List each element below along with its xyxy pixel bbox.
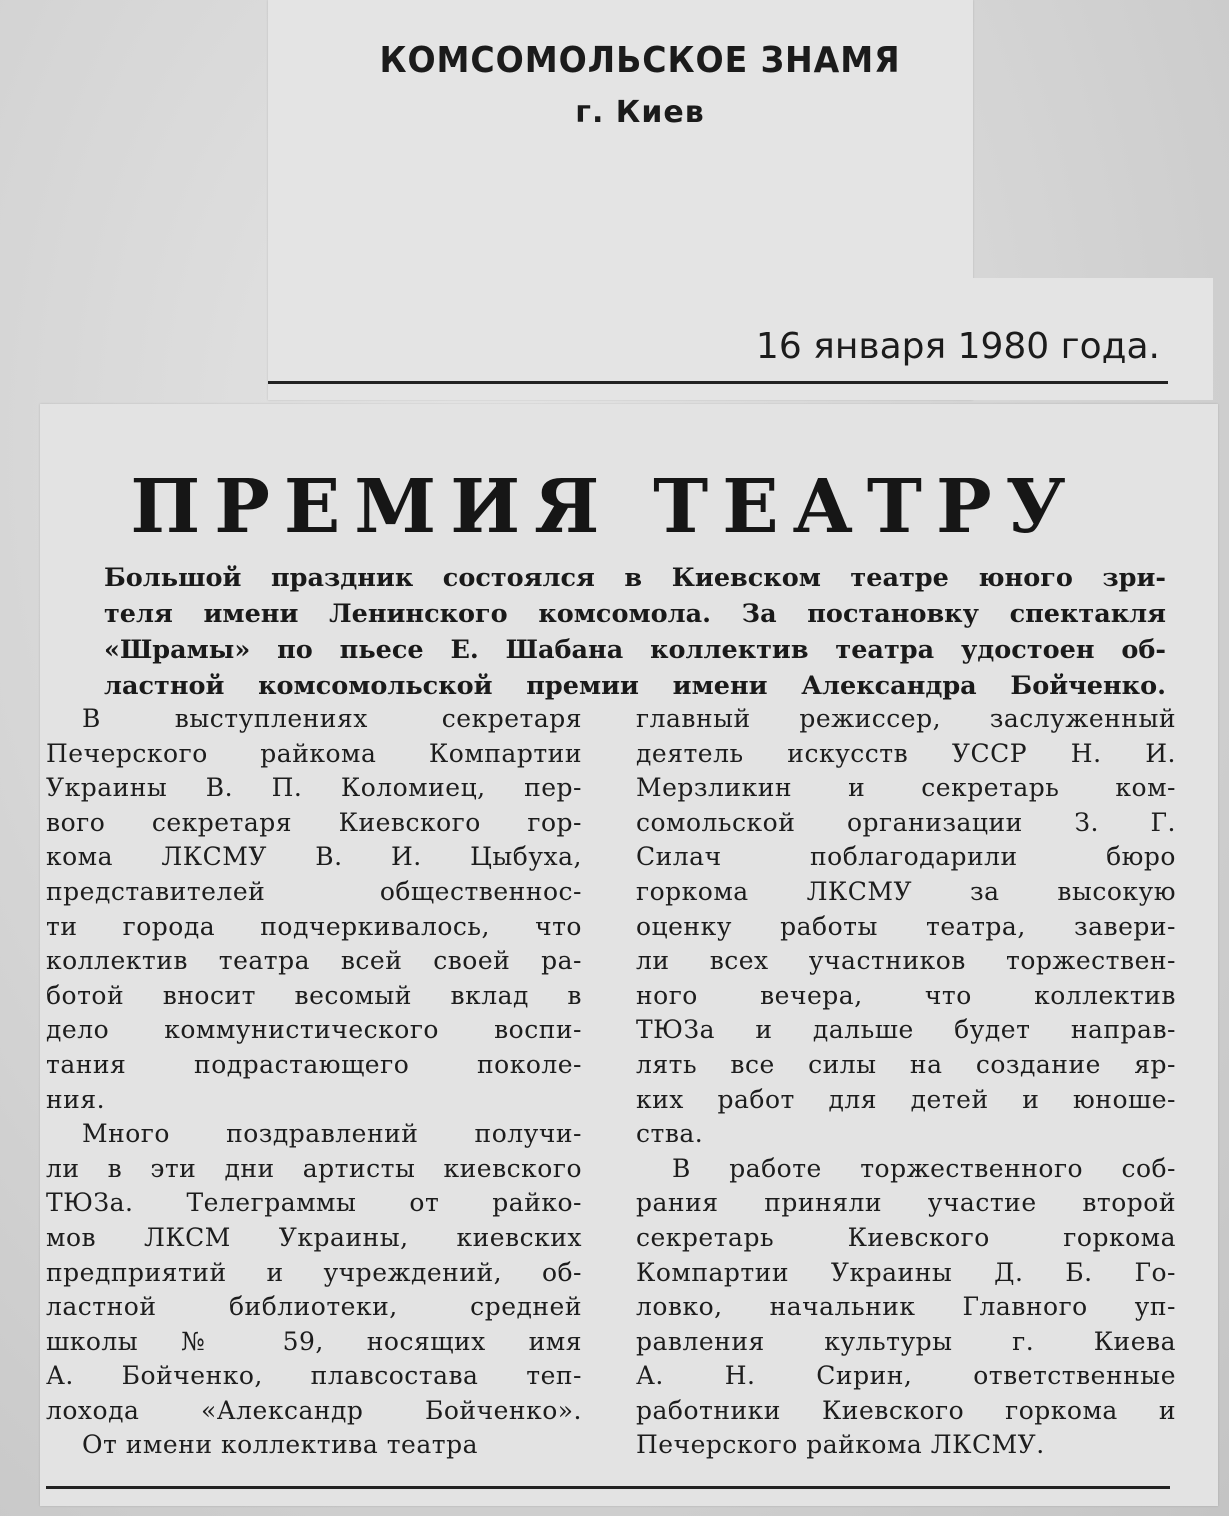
text-line: сомольской организации З. Г.: [636, 807, 1176, 837]
text-line: кома ЛКСМУ В. И. Цыбуха,: [46, 842, 582, 872]
text-line: теля имени Ленинского комсомола. За постановку спектакля: [104, 599, 1166, 629]
publication-date: 16 января 1980 года.: [755, 326, 1160, 367]
text-line: вого секретаря Киевского гор-: [46, 807, 582, 837]
text-line: ких работ для детей и юноше-: [636, 1084, 1176, 1114]
text-line: Мерзликин и секретарь ком-: [636, 773, 1176, 803]
text-line: мов ЛКСМ Украины, киевских: [46, 1222, 582, 1252]
text-line: ния.: [46, 1084, 106, 1114]
text-line: ботой вносит весомый вклад в: [46, 980, 582, 1010]
text-line: «Шрамы» по пьесе Е. Шабана коллектив театра удостоен об-: [104, 635, 1166, 665]
stamp-city: г. Киев: [575, 95, 705, 130]
article-lead: [104, 560, 1166, 704]
text-line: рания приняли участие второй: [636, 1188, 1176, 1218]
text-line: ластной комсомольской премии имени Александра Бойченко.: [104, 671, 1166, 701]
text-line: Печерского райкома ЛКСМУ.: [636, 1430, 1045, 1460]
text-line: ного вечера, что коллектив: [636, 980, 1176, 1010]
text-line: Украины В. П. Коломиец, пер-: [46, 773, 582, 803]
text-line: предприятий и учреждений, об-: [46, 1257, 582, 1287]
text-line: работники Киевского горкома и: [636, 1395, 1176, 1425]
text-line: ли всех участников торжествен-: [636, 946, 1176, 976]
text-line: А. Н. Сирин, ответственные: [636, 1361, 1176, 1391]
text-line: тания подрастающего поколе-: [46, 1049, 582, 1079]
text-line: В выступлениях секретаря: [82, 704, 582, 733]
text-line: ТЮЗа. Телеграммы от райко-: [46, 1188, 582, 1218]
text-line: Печерского райкома Компартии: [46, 738, 582, 768]
text-line: Силач поблагодарили бюро: [636, 842, 1176, 872]
article-column-right: [636, 702, 1176, 1463]
text-line: школы № 59, носящих имя: [46, 1326, 582, 1356]
text-line: равления культуры г. Киева: [636, 1326, 1176, 1356]
article-column-left: [46, 702, 582, 1463]
text-line: ства.: [636, 1119, 704, 1149]
text-line: лохода «Александр Бойченко».: [46, 1395, 582, 1425]
stamp-newspaper-name: КОМСОМОЛЬСКОЕ ЗНАМЯ: [379, 40, 901, 81]
text-line: главный режиссер, заслуженный: [636, 704, 1176, 733]
text-line: дело коммунистического воспи-: [46, 1015, 582, 1045]
text-line: представителей общественнос-: [46, 876, 582, 906]
text-line: ти города подчеркивалось, что: [46, 911, 582, 941]
text-line: Большой праздник состоялся в Киевском театре юного зри-: [104, 563, 1166, 593]
date-divider: [268, 381, 1168, 384]
text-line: оценку работы театра, завери-: [636, 911, 1176, 941]
bottom-divider: [46, 1486, 1170, 1489]
text-line: ластной библиотеки, средней: [46, 1292, 582, 1322]
text-line: секретарь Киевского горкома: [636, 1222, 1176, 1252]
text-line: Много поздравлений получи-: [82, 1119, 582, 1149]
text-line: От имени коллектива театра: [82, 1430, 478, 1460]
text-line: ловко, начальник Главного уп-: [636, 1292, 1176, 1322]
text-line: деятель искусств УССР Н. И.: [636, 738, 1176, 768]
text-line: коллектив театра всей своей ра-: [46, 946, 582, 976]
text-line: ли в эти дни артисты киевского: [46, 1153, 582, 1183]
text-line: В работе торжественного соб-: [672, 1153, 1176, 1183]
newspaper-stamp: [300, 40, 980, 130]
text-line: ТЮЗа и дальше будет направ-: [636, 1015, 1176, 1045]
text-line: лять все силы на создание яр-: [636, 1049, 1176, 1079]
text-line: А. Бойченко, плавсостава теп-: [46, 1361, 582, 1391]
article-headline: ПРЕМИЯ ТЕАТРУ: [130, 464, 1080, 550]
text-line: горкома ЛКСМУ за высокую: [636, 876, 1176, 906]
text-line: Компартии Украины Д. Б. Го-: [636, 1257, 1176, 1287]
